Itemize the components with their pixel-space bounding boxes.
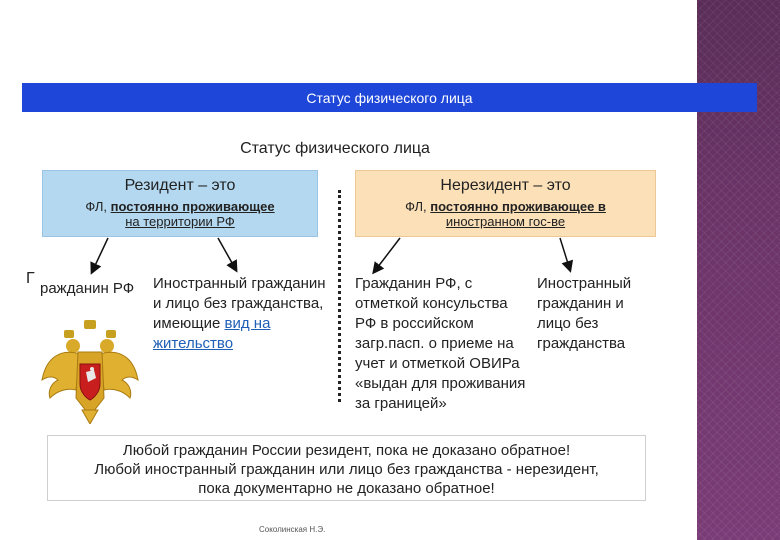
category-resident-citizen: ражданин РФ xyxy=(40,280,135,297)
resident-definition xyxy=(43,199,317,214)
resident-heading: Резидент – это xyxy=(124,177,236,194)
diagram-title: Статус физического лица xyxy=(240,140,430,157)
author-footer: Соколинская Н.Э. xyxy=(259,525,326,534)
nonresident-definition xyxy=(356,199,655,214)
nonresident-heading: Нерезидент – это xyxy=(440,177,571,194)
slide-title-bar xyxy=(22,83,757,112)
slide-title: Статус физического лица xyxy=(306,89,473,106)
nonresident-def-prefix: ФЛ, xyxy=(405,199,427,214)
category-nonresident-foreign: Иностранный гражданин и лицо без гражданства xyxy=(537,275,632,352)
arrow-resident-foreign xyxy=(218,238,236,270)
dotted-divider xyxy=(338,190,341,402)
resident-def-underline: на территории РФ xyxy=(125,214,235,229)
nonresident-def-bold: постоянно проживающее в xyxy=(430,199,606,214)
residence-permit-link[interactable]: вид на жительство xyxy=(153,315,271,352)
resident-def-prefix: ФЛ, xyxy=(85,199,107,214)
resident-box xyxy=(42,170,318,237)
decorative-side-panel xyxy=(697,0,780,540)
stray-letter: Г xyxy=(26,270,35,287)
arrow-nonresident-citizen xyxy=(374,238,400,272)
notice-line-1: Любой гражданин России резидент, пока не доказано обратное! xyxy=(122,442,571,459)
nonresident-box xyxy=(355,170,656,237)
category-nonresident-citizen: Гражданин РФ, с отметкой консульства РФ в российском загр.пасп. о приеме на учет и отметкой ОВИРа «выдан для проживания за границей» xyxy=(355,275,526,412)
resident-foreign-text: Иностранный гражданин и лицо без гражданства, имеющие xyxy=(153,275,326,332)
nonresident-def-underline: иностранном гос-ве xyxy=(445,214,566,229)
arrow-resident-citizen xyxy=(92,238,108,272)
arrow-nonresident-foreign xyxy=(560,238,570,270)
category-resident-foreign xyxy=(153,274,338,354)
resident-def-bold: постоянно проживающее xyxy=(110,199,275,214)
notice-line-3: пока документарно не доказано обратное! xyxy=(198,480,495,497)
russian-coat-of-arms-icon xyxy=(40,318,140,424)
notice-box xyxy=(47,435,646,501)
notice-line-2: Любой иностранный гражданин или лицо без гражданства - нерезидент, xyxy=(94,461,599,478)
